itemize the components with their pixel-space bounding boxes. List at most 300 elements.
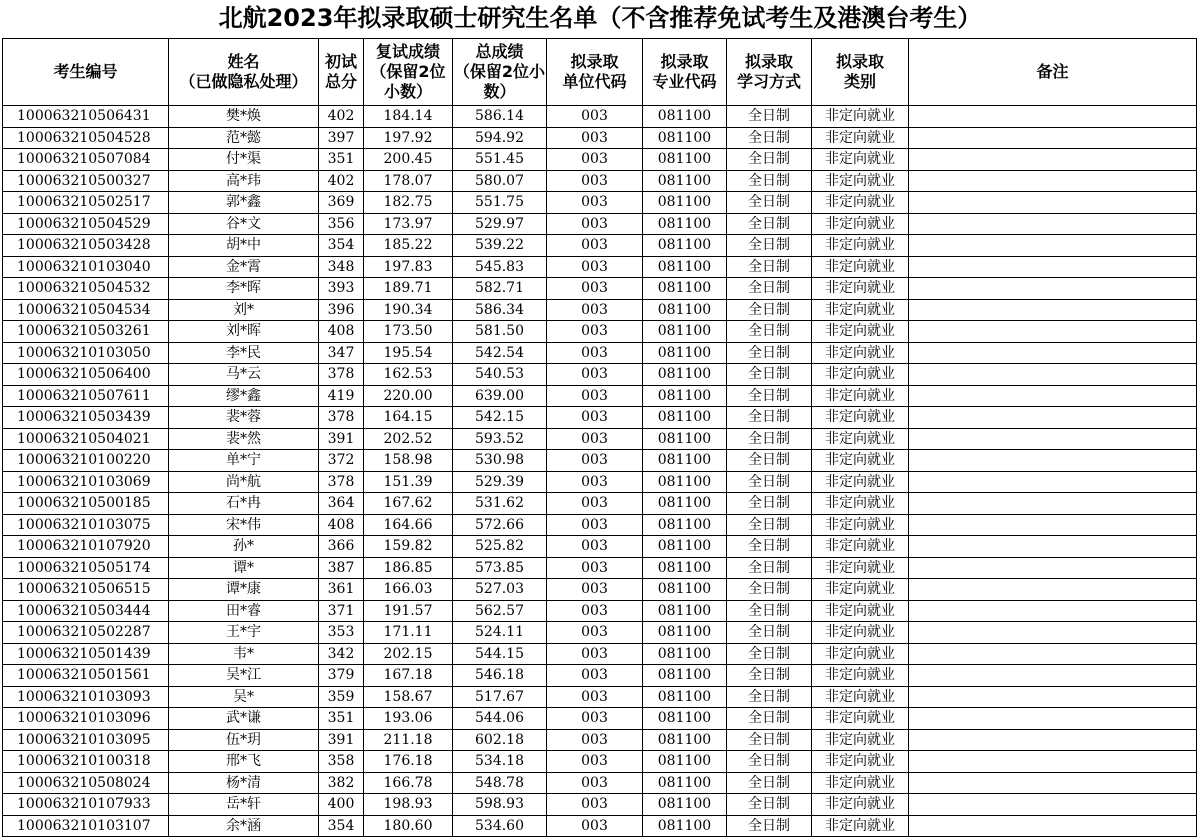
candidate-id-cell: 100063210103093 xyxy=(3,686,169,708)
name-cell: 范*懿 xyxy=(169,127,319,149)
candidate-id-cell: 100063210103095 xyxy=(3,729,169,751)
major-code-cell: 081100 xyxy=(643,428,727,450)
name-cell: 裴*然 xyxy=(169,428,319,450)
unit-code-cell: 003 xyxy=(547,557,643,579)
candidate-id-cell: 100063210103069 xyxy=(3,471,169,493)
table-row xyxy=(3,235,1197,257)
remarks-cell xyxy=(909,514,1197,536)
total-score-cell: 539.22 xyxy=(453,235,547,257)
total-score-cell: 562.57 xyxy=(453,600,547,622)
initial-score-cell: 356 xyxy=(319,213,364,235)
name-cell: 郭*鑫 xyxy=(169,192,319,214)
category-cell: 非定向就业 xyxy=(812,321,909,343)
initial-score-cell: 364 xyxy=(319,493,364,515)
major-code-cell: 081100 xyxy=(643,342,727,364)
candidate-id-cell: 100063210503439 xyxy=(3,407,169,429)
total-score-cell: 639.00 xyxy=(453,385,547,407)
remarks-cell xyxy=(909,557,1197,579)
total-score-cell: 529.39 xyxy=(453,471,547,493)
category-cell: 非定向就业 xyxy=(812,385,909,407)
name-cell: 尚*航 xyxy=(169,471,319,493)
major-code-cell: 081100 xyxy=(643,450,727,472)
name-cell: 李*晖 xyxy=(169,278,319,300)
unit-code-cell: 003 xyxy=(547,514,643,536)
remarks-cell xyxy=(909,342,1197,364)
total-score-cell: 542.54 xyxy=(453,342,547,364)
remarks-cell xyxy=(909,471,1197,493)
total-score-cell: 551.75 xyxy=(453,192,547,214)
candidate-id-cell: 100063210507084 xyxy=(3,149,169,171)
table-row xyxy=(3,665,1197,687)
major-code-cell: 081100 xyxy=(643,772,727,794)
study-mode-cell: 全日制 xyxy=(727,708,812,730)
retest-score-cell: 202.15 xyxy=(364,643,453,665)
total-score-cell: 582.71 xyxy=(453,278,547,300)
retest-score-cell: 182.75 xyxy=(364,192,453,214)
category-cell: 非定向就业 xyxy=(812,170,909,192)
unit-code-cell: 003 xyxy=(547,493,643,515)
candidate-id-cell: 100063210103096 xyxy=(3,708,169,730)
study-mode-cell: 全日制 xyxy=(727,514,812,536)
major-code-cell: 081100 xyxy=(643,385,727,407)
table-row xyxy=(3,127,1197,149)
unit-code-cell: 003 xyxy=(547,235,643,257)
table-row xyxy=(3,428,1197,450)
category-cell: 非定向就业 xyxy=(812,192,909,214)
candidate-id-cell: 100063210504529 xyxy=(3,213,169,235)
retest-score-cell: 176.18 xyxy=(364,751,453,773)
page-title: 北航2023年拟录取硕士研究生名单（不含推荐免试考生及港澳台考生） xyxy=(218,4,982,32)
study-mode-cell: 全日制 xyxy=(727,321,812,343)
name-cell: 王*宇 xyxy=(169,622,319,644)
category-cell: 非定向就业 xyxy=(812,493,909,515)
admission-table xyxy=(2,38,1197,837)
study-mode-cell: 全日制 xyxy=(727,600,812,622)
remarks-cell xyxy=(909,493,1197,515)
initial-score-cell: 353 xyxy=(319,622,364,644)
major-code-cell: 081100 xyxy=(643,708,727,730)
major-code-cell: 081100 xyxy=(643,665,727,687)
name-cell: 谭*康 xyxy=(169,579,319,601)
candidate-id-cell: 100063210107920 xyxy=(3,536,169,558)
unit-code-cell: 003 xyxy=(547,149,643,171)
study-mode-cell: 全日制 xyxy=(727,557,812,579)
remarks-cell xyxy=(909,407,1197,429)
table-row xyxy=(3,579,1197,601)
table-row xyxy=(3,622,1197,644)
remarks-cell xyxy=(909,278,1197,300)
name-cell: 杨*清 xyxy=(169,772,319,794)
study-mode-cell: 全日制 xyxy=(727,407,812,429)
total-score-cell: 572.66 xyxy=(453,514,547,536)
name-cell: 缪*鑫 xyxy=(169,385,319,407)
remarks-cell xyxy=(909,385,1197,407)
table-row xyxy=(3,772,1197,794)
retest-score-cell: 193.06 xyxy=(364,708,453,730)
candidate-id-cell: 100063210103075 xyxy=(3,514,169,536)
name-cell: 余*涵 xyxy=(169,815,319,837)
unit-code-cell: 003 xyxy=(547,751,643,773)
initial-score-cell: 382 xyxy=(319,772,364,794)
name-cell: 马*云 xyxy=(169,364,319,386)
candidate-id-cell: 100063210504534 xyxy=(3,299,169,321)
remarks-cell xyxy=(909,815,1197,837)
header-initial-score: 初试 总分 xyxy=(319,39,364,106)
candidate-id-cell: 100063210502287 xyxy=(3,622,169,644)
major-code-cell: 081100 xyxy=(643,729,727,751)
initial-score-cell: 396 xyxy=(319,299,364,321)
major-code-cell: 081100 xyxy=(643,213,727,235)
initial-score-cell: 347 xyxy=(319,342,364,364)
unit-code-cell: 003 xyxy=(547,665,643,687)
category-cell: 非定向就业 xyxy=(812,514,909,536)
initial-score-cell: 391 xyxy=(319,428,364,450)
category-cell: 非定向就业 xyxy=(812,751,909,773)
major-code-cell: 081100 xyxy=(643,536,727,558)
major-code-cell: 081100 xyxy=(643,557,727,579)
table-row xyxy=(3,385,1197,407)
name-cell: 胡*中 xyxy=(169,235,319,257)
remarks-cell xyxy=(909,192,1197,214)
initial-score-cell: 371 xyxy=(319,600,364,622)
name-cell: 岳*轩 xyxy=(169,794,319,816)
category-cell: 非定向就业 xyxy=(812,729,909,751)
remarks-cell xyxy=(909,751,1197,773)
major-code-cell: 081100 xyxy=(643,407,727,429)
table-row xyxy=(3,600,1197,622)
major-code-cell: 081100 xyxy=(643,106,727,128)
major-code-cell: 081100 xyxy=(643,321,727,343)
table-row xyxy=(3,686,1197,708)
candidate-id-cell: 100063210100318 xyxy=(3,751,169,773)
category-cell: 非定向就业 xyxy=(812,471,909,493)
study-mode-cell: 全日制 xyxy=(727,729,812,751)
major-code-cell: 081100 xyxy=(643,256,727,278)
total-score-cell: 594.92 xyxy=(453,127,547,149)
retest-score-cell: 167.62 xyxy=(364,493,453,515)
remarks-cell xyxy=(909,364,1197,386)
retest-score-cell: 173.50 xyxy=(364,321,453,343)
study-mode-cell: 全日制 xyxy=(727,493,812,515)
retest-score-cell: 166.78 xyxy=(364,772,453,794)
study-mode-cell: 全日制 xyxy=(727,106,812,128)
table-row xyxy=(3,708,1197,730)
header-major-code: 拟录取 专业代码 xyxy=(643,39,727,106)
category-cell: 非定向就业 xyxy=(812,407,909,429)
remarks-cell xyxy=(909,127,1197,149)
name-cell: 武*谦 xyxy=(169,708,319,730)
retest-score-cell: 220.00 xyxy=(364,385,453,407)
category-cell: 非定向就业 xyxy=(812,643,909,665)
candidate-id-cell: 100063210508024 xyxy=(3,772,169,794)
total-score-cell: 593.52 xyxy=(453,428,547,450)
initial-score-cell: 400 xyxy=(319,794,364,816)
name-cell: 吴*江 xyxy=(169,665,319,687)
candidate-id-cell: 100063210506400 xyxy=(3,364,169,386)
initial-score-cell: 366 xyxy=(319,536,364,558)
table-row xyxy=(3,751,1197,773)
study-mode-cell: 全日制 xyxy=(727,686,812,708)
total-score-cell: 534.60 xyxy=(453,815,547,837)
total-score-cell: 524.11 xyxy=(453,622,547,644)
candidate-id-cell: 100063210503428 xyxy=(3,235,169,257)
total-score-cell: 598.93 xyxy=(453,794,547,816)
retest-score-cell: 186.85 xyxy=(364,557,453,579)
study-mode-cell: 全日制 xyxy=(727,192,812,214)
retest-score-cell: 171.11 xyxy=(364,622,453,644)
category-cell: 非定向就业 xyxy=(812,127,909,149)
retest-score-cell: 162.53 xyxy=(364,364,453,386)
candidate-id-cell: 100063210501439 xyxy=(3,643,169,665)
study-mode-cell: 全日制 xyxy=(727,256,812,278)
total-score-cell: 527.03 xyxy=(453,579,547,601)
initial-score-cell: 378 xyxy=(319,407,364,429)
table-row xyxy=(3,213,1197,235)
candidate-id-cell: 100063210103107 xyxy=(3,815,169,837)
unit-code-cell: 003 xyxy=(547,471,643,493)
name-cell: 宋*伟 xyxy=(169,514,319,536)
category-cell: 非定向就业 xyxy=(812,235,909,257)
category-cell: 非定向就业 xyxy=(812,708,909,730)
study-mode-cell: 全日制 xyxy=(727,235,812,257)
remarks-cell xyxy=(909,321,1197,343)
major-code-cell: 081100 xyxy=(643,622,727,644)
study-mode-cell: 全日制 xyxy=(727,815,812,837)
retest-score-cell: 185.22 xyxy=(364,235,453,257)
total-score-cell: 586.14 xyxy=(453,106,547,128)
unit-code-cell: 003 xyxy=(547,579,643,601)
total-score-cell: 546.18 xyxy=(453,665,547,687)
retest-score-cell: 167.18 xyxy=(364,665,453,687)
unit-code-cell: 003 xyxy=(547,622,643,644)
category-cell: 非定向就业 xyxy=(812,686,909,708)
initial-score-cell: 359 xyxy=(319,686,364,708)
candidate-id-cell: 100063210504528 xyxy=(3,127,169,149)
initial-score-cell: 393 xyxy=(319,278,364,300)
initial-score-cell: 387 xyxy=(319,557,364,579)
table-row xyxy=(3,514,1197,536)
initial-score-cell: 378 xyxy=(319,471,364,493)
name-cell: 金*霄 xyxy=(169,256,319,278)
initial-score-cell: 379 xyxy=(319,665,364,687)
major-code-cell: 081100 xyxy=(643,471,727,493)
unit-code-cell: 003 xyxy=(547,106,643,128)
remarks-cell xyxy=(909,643,1197,665)
major-code-cell: 081100 xyxy=(643,364,727,386)
retest-score-cell: 184.14 xyxy=(364,106,453,128)
unit-code-cell: 003 xyxy=(547,385,643,407)
unit-code-cell: 003 xyxy=(547,278,643,300)
initial-score-cell: 408 xyxy=(319,514,364,536)
table-row xyxy=(3,321,1197,343)
initial-score-cell: 391 xyxy=(319,729,364,751)
initial-score-cell: 351 xyxy=(319,149,364,171)
name-cell: 吴* xyxy=(169,686,319,708)
study-mode-cell: 全日制 xyxy=(727,213,812,235)
candidate-id-cell: 100063210503261 xyxy=(3,321,169,343)
remarks-cell xyxy=(909,729,1197,751)
name-cell: 邢*飞 xyxy=(169,751,319,773)
initial-score-cell: 351 xyxy=(319,708,364,730)
study-mode-cell: 全日制 xyxy=(727,579,812,601)
table-row xyxy=(3,794,1197,816)
retest-score-cell: 202.52 xyxy=(364,428,453,450)
retest-score-cell: 166.03 xyxy=(364,579,453,601)
total-score-cell: 581.50 xyxy=(453,321,547,343)
total-score-cell: 544.15 xyxy=(453,643,547,665)
unit-code-cell: 003 xyxy=(547,450,643,472)
study-mode-cell: 全日制 xyxy=(727,342,812,364)
study-mode-cell: 全日制 xyxy=(727,622,812,644)
category-cell: 非定向就业 xyxy=(812,450,909,472)
candidate-id-cell: 100063210107933 xyxy=(3,794,169,816)
study-mode-cell: 全日制 xyxy=(727,364,812,386)
table-row xyxy=(3,815,1197,837)
major-code-cell: 081100 xyxy=(643,127,727,149)
name-cell: 裴*蓉 xyxy=(169,407,319,429)
remarks-cell xyxy=(909,213,1197,235)
total-score-cell: 551.45 xyxy=(453,149,547,171)
candidate-id-cell: 100063210507611 xyxy=(3,385,169,407)
table-row xyxy=(3,643,1197,665)
major-code-cell: 081100 xyxy=(643,686,727,708)
candidate-id-cell: 100063210501561 xyxy=(3,665,169,687)
candidate-id-cell: 100063210500327 xyxy=(3,170,169,192)
unit-code-cell: 003 xyxy=(547,536,643,558)
unit-code-cell: 003 xyxy=(547,708,643,730)
study-mode-cell: 全日制 xyxy=(727,299,812,321)
category-cell: 非定向就业 xyxy=(812,557,909,579)
total-score-cell: 540.53 xyxy=(453,364,547,386)
initial-score-cell: 358 xyxy=(319,751,364,773)
remarks-cell xyxy=(909,579,1197,601)
candidate-id-cell: 100063210504021 xyxy=(3,428,169,450)
initial-score-cell: 408 xyxy=(319,321,364,343)
category-cell: 非定向就业 xyxy=(812,428,909,450)
name-cell: 伍*玥 xyxy=(169,729,319,751)
name-cell: 樊*焕 xyxy=(169,106,319,128)
category-cell: 非定向就业 xyxy=(812,278,909,300)
category-cell: 非定向就业 xyxy=(812,149,909,171)
retest-score-cell: 191.57 xyxy=(364,600,453,622)
study-mode-cell: 全日制 xyxy=(727,665,812,687)
header-unit-code: 拟录取 单位代码 xyxy=(547,39,643,106)
major-code-cell: 081100 xyxy=(643,278,727,300)
remarks-cell xyxy=(909,708,1197,730)
initial-score-cell: 402 xyxy=(319,170,364,192)
table-row xyxy=(3,192,1197,214)
major-code-cell: 081100 xyxy=(643,815,727,837)
category-cell: 非定向就业 xyxy=(812,364,909,386)
retest-score-cell: 197.83 xyxy=(364,256,453,278)
initial-score-cell: 369 xyxy=(319,192,364,214)
category-cell: 非定向就业 xyxy=(812,256,909,278)
unit-code-cell: 003 xyxy=(547,364,643,386)
header-category: 拟录取 类别 xyxy=(812,39,909,106)
major-code-cell: 081100 xyxy=(643,170,727,192)
total-score-cell: 531.62 xyxy=(453,493,547,515)
name-cell: 高*玮 xyxy=(169,170,319,192)
name-cell: 付*渠 xyxy=(169,149,319,171)
category-cell: 非定向就业 xyxy=(812,536,909,558)
table-row xyxy=(3,278,1197,300)
table-row xyxy=(3,536,1197,558)
unit-code-cell: 003 xyxy=(547,686,643,708)
remarks-cell xyxy=(909,106,1197,128)
category-cell: 非定向就业 xyxy=(812,815,909,837)
category-cell: 非定向就业 xyxy=(812,342,909,364)
total-score-cell: 545.83 xyxy=(453,256,547,278)
candidate-id-cell: 100063210100220 xyxy=(3,450,169,472)
retest-score-cell: 200.45 xyxy=(364,149,453,171)
category-cell: 非定向就业 xyxy=(812,299,909,321)
remarks-cell xyxy=(909,428,1197,450)
remarks-cell xyxy=(909,299,1197,321)
unit-code-cell: 003 xyxy=(547,170,643,192)
unit-code-cell: 003 xyxy=(547,794,643,816)
header-name: 姓名 （已做隐私处理） xyxy=(169,39,319,106)
retest-score-cell: 151.39 xyxy=(364,471,453,493)
table-row xyxy=(3,256,1197,278)
category-cell: 非定向就业 xyxy=(812,106,909,128)
unit-code-cell: 003 xyxy=(547,256,643,278)
retest-score-cell: 178.07 xyxy=(364,170,453,192)
initial-score-cell: 372 xyxy=(319,450,364,472)
category-cell: 非定向就业 xyxy=(812,622,909,644)
initial-score-cell: 361 xyxy=(319,579,364,601)
initial-score-cell: 419 xyxy=(319,385,364,407)
total-score-cell: 525.82 xyxy=(453,536,547,558)
unit-code-cell: 003 xyxy=(547,407,643,429)
study-mode-cell: 全日制 xyxy=(727,772,812,794)
remarks-cell xyxy=(909,536,1197,558)
remarks-cell xyxy=(909,772,1197,794)
initial-score-cell: 354 xyxy=(319,235,364,257)
retest-score-cell: 189.71 xyxy=(364,278,453,300)
initial-score-cell: 342 xyxy=(319,643,364,665)
retest-score-cell: 180.60 xyxy=(364,815,453,837)
initial-score-cell: 402 xyxy=(319,106,364,128)
header-retest-score: 复试成绩 （保留2位小数） xyxy=(364,39,453,106)
total-score-cell: 530.98 xyxy=(453,450,547,472)
header-total-score: 总成绩 （保留2位小数） xyxy=(453,39,547,106)
unit-code-cell: 003 xyxy=(547,600,643,622)
unit-code-cell: 003 xyxy=(547,321,643,343)
major-code-cell: 081100 xyxy=(643,751,727,773)
table-row xyxy=(3,407,1197,429)
name-cell: 孙* xyxy=(169,536,319,558)
major-code-cell: 081100 xyxy=(643,149,727,171)
total-score-cell: 580.07 xyxy=(453,170,547,192)
name-cell: 单*宁 xyxy=(169,450,319,472)
remarks-cell xyxy=(909,149,1197,171)
name-cell: 谷*文 xyxy=(169,213,319,235)
table-row xyxy=(3,342,1197,364)
major-code-cell: 081100 xyxy=(643,299,727,321)
total-score-cell: 573.85 xyxy=(453,557,547,579)
table-row xyxy=(3,557,1197,579)
candidate-id-cell: 100063210103040 xyxy=(3,256,169,278)
retest-score-cell: 159.82 xyxy=(364,536,453,558)
name-cell: 谭* xyxy=(169,557,319,579)
category-cell: 非定向就业 xyxy=(812,772,909,794)
study-mode-cell: 全日制 xyxy=(727,278,812,300)
total-score-cell: 542.15 xyxy=(453,407,547,429)
remarks-cell xyxy=(909,794,1197,816)
remarks-cell xyxy=(909,600,1197,622)
unit-code-cell: 003 xyxy=(547,127,643,149)
total-score-cell: 534.18 xyxy=(453,751,547,773)
